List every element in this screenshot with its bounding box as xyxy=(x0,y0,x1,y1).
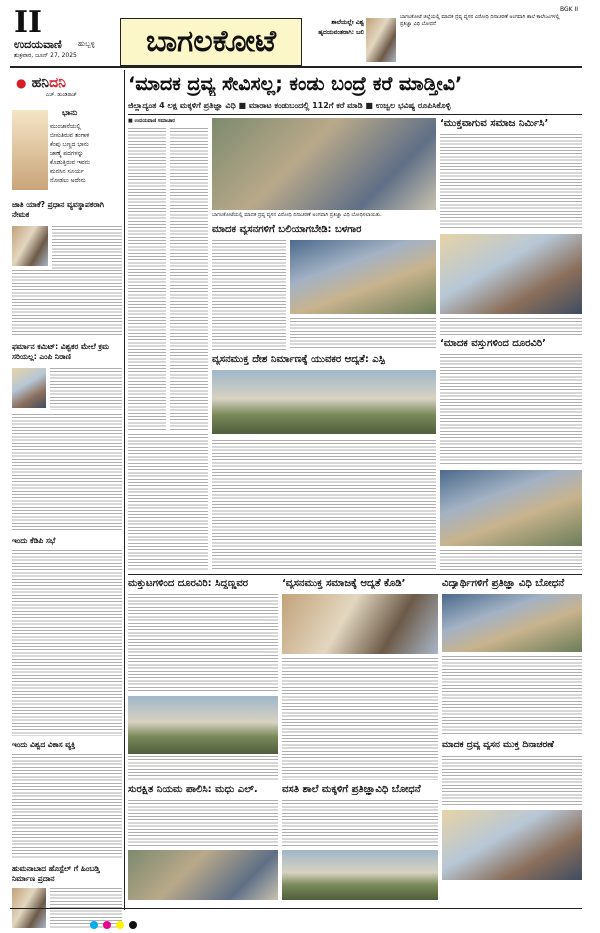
teaser-portrait xyxy=(366,18,396,62)
story-body-6 xyxy=(128,594,278,692)
hani-dani-logo: ● ಹನಿದನಿ xyxy=(16,75,66,91)
story-headline-2: ವ್ಯಸನಮುಕ್ತ ದೇಶ ನಿರ್ಮಾಣಕ್ಕೆ ಯುವಕರ ಆದ್ಯತೆ: ಎಸ್ಪಿ xyxy=(212,354,385,365)
body-text-left-1b xyxy=(12,270,122,336)
poem-title: ಭಾನು xyxy=(62,108,78,117)
story-photo-6 xyxy=(128,696,278,754)
registration-marks xyxy=(90,914,137,933)
poem-body: ಮುಂಜಾನೆಯಲ್ಲಿ ಬೀಸುತಿರುವ ತಂಗಾಳಿ ಕೆಂಪು ಬಣ್ಣದ ಭಾನು ಜಾಣ್ಮೆ ಪದಗಳನ್ನು ಕೊಡುತ್ತಿರುವ ಇವನು ಮನಸಿನ ಸೂರ್ಯ ನೋಡಲು ಅದೇನು xyxy=(50,123,91,184)
left-column-rule xyxy=(124,70,125,910)
story-photo-5 xyxy=(440,470,582,546)
story-body-4 xyxy=(440,134,582,230)
top-right-text: ಬಾಗಲಕೋಟೆ ಜಿಲ್ಲೆಯಲ್ಲಿ ಮಾದಕ ದ್ರವ್ಯ ವ್ಯಸನ ವಿರೋಧಿ ದಿನಾಚರಣೆ ಅಂಗವಾಗಿ ಶಾಲೆ ಕಾಲೇಜುಗಳಲ್ಲಿ ಪ್ರತಿಜ್ಞಾ ವಿಧಿ ಬೋಧನೆ xyxy=(400,14,560,27)
page-label: BGK II xyxy=(560,6,579,13)
headline-left-4: ಇಂದು ವಿಶ್ವದ ವಿಕಾಸ ವ್ಯಕ್ತಿ xyxy=(12,740,76,749)
story-body-5b xyxy=(440,550,582,570)
story-body-4b xyxy=(440,318,582,336)
portrait-2 xyxy=(12,368,46,408)
story-photo-8 xyxy=(442,594,582,652)
lead-body-col1 xyxy=(128,128,166,430)
lead-body-col1b xyxy=(128,434,208,570)
story-headline-9: ಸುರಕ್ಷಿತ ನಿಯಮ ಪಾಲಿಸಿ: ಮಧು ಎಲ್. xyxy=(128,784,258,795)
story-headline-11: ಮಾದಕ ದ್ರವ್ಯ ವ್ಯಸನ ಮುಕ್ತ ದಿನಾಚರಣೆ xyxy=(442,740,554,750)
story-headline-10: ವಸತಿ ಶಾಲೆ ಮಕ್ಕಳಿಗೆ ಪ್ರತಿಜ್ಞಾವಿಧಿ ಬೋಧನೆ xyxy=(282,784,421,795)
story-headline-6: ಮಕ್ತುಟಗಳಿಂದ ದೂರವಿರಿ: ಸಿದ್ದಣ್ಣವರ xyxy=(128,578,249,589)
bottom-rule xyxy=(10,908,582,909)
left-column xyxy=(10,70,124,910)
lead-rule xyxy=(128,114,582,115)
story-body-11 xyxy=(442,756,582,806)
story-body-8 xyxy=(442,656,582,736)
story-headline-4: ‘ಮುಕ್ತವಾಗುವ ಸಮಾಜ ನಿರ್ಮಿಸಿ’ xyxy=(440,118,549,129)
bee-icon: ● xyxy=(16,76,27,90)
story-photo-9 xyxy=(128,850,278,900)
lead-photo-caption: ಬಾಗಲಕೋಟೆಯಲ್ಲಿ ಮಾದಕ ದ್ರವ್ಯ ವ್ಯಸನ ವಿರೋಧಿ ದಿನಾಚರಣೆ ಅಂಗವಾಗಿ ಪ್ರತಿಜ್ಞಾ ವಿಧಿ ಬೋಧಿಸಲಾಯಿತು. xyxy=(212,212,382,218)
page-number: II xyxy=(14,5,43,40)
headline-left-5: ಹುಮನಾಬಾದ ಹೊಸ್ಟೆಲ್ ಗೆ ಹಿಂಬಡ್ತಿ ನಿರ್ಮಾಣ ಪ್ರದಾನ xyxy=(12,864,100,883)
lead-body-col2 xyxy=(170,128,208,430)
teaser-text: ಶಾಲೆಯಲ್ಲೇ ವಿಶ್ವ ಹೃದಯವಂತರಾಗಿ: ಬಲಿ xyxy=(318,19,364,36)
story-photo-4 xyxy=(440,234,582,314)
lead-subhead: ಜಿಲ್ಲಾದ್ಯಂತ 4 ಲಕ್ಷ ಮಕ್ಕಳಿಗೆ ಪ್ರತಿಜ್ಞಾ ವಿಧಿ ■ ಮಾರಾಟ ಕಂಡುಬಂದಲ್ಲಿ 112ಗೆ ಕರೆ ಮಾಡಿ ■ ಉಜ್ವಲ ಭವಿಷ್ಯ ರೂಪಿಸಿಕೊಳ್ಳಿ xyxy=(128,101,451,110)
story-body-9 xyxy=(128,800,278,846)
portrait-1 xyxy=(12,226,48,266)
story-headline-8: ವಿದ್ಯಾರ್ಥಿಗಳಿಗೆ ಪ್ರತಿಜ್ಞಾ ವಿಧಿ ಬೋಧನೆ xyxy=(442,578,565,589)
city-title: ಬಾಗಲಕೋಟೆ xyxy=(145,24,277,59)
mid-rule xyxy=(128,574,582,575)
poem-author: ಎಚ್. ಡುಂಡಿರಾಜ್ xyxy=(46,92,77,98)
story-photo-2 xyxy=(212,370,436,434)
lead-headline: ‘ಮಾದಕ ದ್ರವ್ಯ ಸೇವಿಸಲ್ಲ; ಕಂಡು ಬಂದ್ರೆ ಕರೆ ಮಾಡ್ತೀವಿ’ xyxy=(128,73,463,95)
paper-name: ಉದಯವಾಣಿ xyxy=(14,38,62,51)
body-text-left-3 xyxy=(12,550,122,736)
cartoon-illustration xyxy=(12,110,48,190)
story-body-1b xyxy=(290,318,436,350)
story-body-6b xyxy=(128,756,278,780)
headline-left-1: ಜಾತಿ ಯಾಕೆ? ಪ್ರಧಾನ ವ್ಯವಸ್ಥಾಪಕರಾಗಿ ನೇಮಕ xyxy=(12,200,104,219)
story-headline-7: ‘ವ್ಯಸನಮುಕ್ತ ಸಮಾಜಕ್ಕೆ ಆದ್ಯತೆ ಕೊಡಿ’ xyxy=(282,578,406,589)
body-text-left-1 xyxy=(52,226,122,270)
headline-left-3: ಇಂದು ಕೆಡಿಪಿ ಸಭೆ xyxy=(12,536,56,545)
lead-photo xyxy=(212,118,436,210)
edition-name: ಹುಬ್ಬಳ್ಳಿ xyxy=(78,40,95,48)
city-title-box xyxy=(120,18,302,66)
story-body-10 xyxy=(282,800,438,846)
story-body-1a xyxy=(212,240,286,350)
body-text-left-2b xyxy=(12,414,122,530)
story-headline-1: ಮಾದಕ ವ್ಯಸನಗಳಿಗೆ ಬಲಿಯಾಗಬೇಡಿ: ಬಳಗಾರ xyxy=(212,224,362,235)
story-photo-11 xyxy=(442,810,582,880)
body-text-left-2 xyxy=(50,368,122,410)
story-photo-7 xyxy=(282,594,438,654)
story-body-5 xyxy=(440,354,582,464)
story-photo-1 xyxy=(290,240,436,314)
story-headline-5: ‘ಮಾದಕ ವಸ್ತುಗಳಿಂದ ದೂರವಿರಿ’ xyxy=(440,338,546,349)
masthead xyxy=(0,0,600,66)
headline-left-2: ಫರ್ಮಾನ ಕಮಿಟ್: ವಿಶ್ವಕರ ಮೇಲೆ ಕ್ರಮ ಸರಿಯಲ್ಲ: ಎಂಪಿ ನಿರಾಣಿ xyxy=(12,342,110,361)
story-body-2 xyxy=(212,440,436,570)
story-photo-10 xyxy=(282,850,438,900)
date-line: ಶುಕ್ರವಾರ, ಜೂನ್ 27, 2025 xyxy=(14,52,77,59)
body-text-left-4 xyxy=(12,754,122,858)
lead-byline: ■ ಉದಯವಾಣಿ ಸಮಾಚಾರ xyxy=(128,118,175,124)
story-body-7 xyxy=(282,658,438,780)
masthead-rule xyxy=(10,66,582,68)
